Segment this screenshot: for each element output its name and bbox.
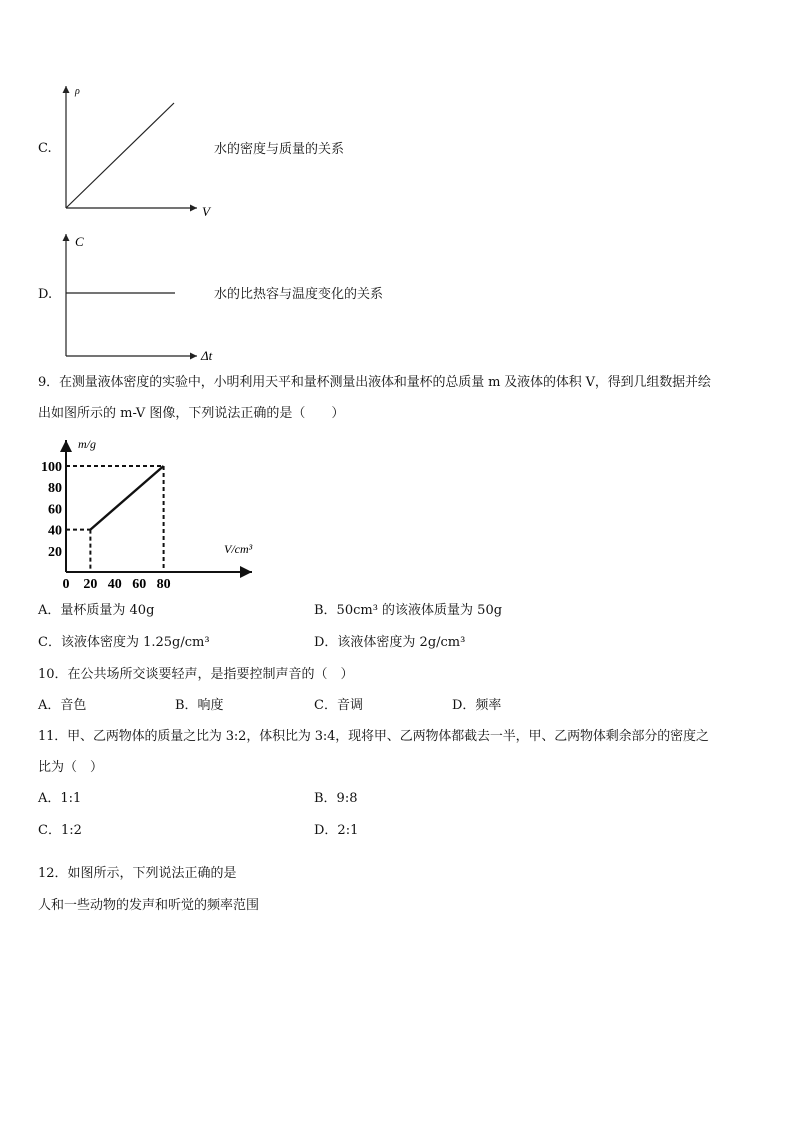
- q12-stem: 12．如图所示，下列说法正确的是: [38, 866, 237, 881]
- q9-option-b[interactable]: B．50cm³ 的该液体质量为 50g: [314, 603, 503, 618]
- q9-stem-line1: 9．在测量液体密度的实验中，小明利用天平和量杯测量出液体和量杯的总质量 m 及液体的体积 V，得到几组数据并绘: [38, 375, 711, 390]
- option-c-label: C.: [38, 141, 52, 156]
- q10-option-d[interactable]: D．频率: [452, 698, 502, 713]
- q10-option-b[interactable]: B．响度: [175, 698, 224, 713]
- x-tick-label: 60: [132, 577, 147, 592]
- q9-option-a[interactable]: A．量杯质量为 40g: [38, 603, 155, 618]
- q11-option-d[interactable]: D．2:1: [314, 823, 359, 838]
- mv-chart: [40, 432, 280, 592]
- q11-stem-line1: 11．甲、乙两物体的质量之比为 3:2，体积比为 3:4，现将甲、乙两物体都截去一半，甲、乙两物体剩余部分的密度之: [38, 729, 709, 744]
- y-tick-label: 100: [41, 460, 62, 475]
- option-c-description: 水的密度与质量的关系: [214, 142, 345, 157]
- q12-figure-caption: 人和一些动物的发声和听觉的频率范围: [38, 898, 260, 913]
- option-d-graph: [55, 228, 225, 368]
- q9-stem-line2: 出如图所示的 m-V 图像，下列说法正确的是（ ）: [38, 406, 345, 421]
- x-tick-label: 40: [107, 577, 122, 592]
- y-axis-label: m/g: [78, 437, 96, 451]
- y-axis-label: C: [75, 234, 84, 249]
- q10-option-c[interactable]: C．音调: [314, 698, 363, 713]
- x-tick-label: 0: [62, 577, 70, 592]
- option-d-description: 水的比热容与温度变化的关系: [214, 287, 384, 302]
- x-tick-label: 20: [83, 577, 98, 592]
- y-axis-label: ρ: [75, 86, 80, 97]
- q11-option-c[interactable]: C．1:2: [38, 823, 82, 838]
- y-tick-label: 80: [48, 481, 62, 497]
- y-tick-label: 40: [48, 523, 62, 539]
- q9-option-d[interactable]: D．该液体密度为 2g/cm³: [314, 635, 466, 650]
- option-d-label: D.: [38, 287, 53, 302]
- q10-stem: 10．在公共场所交谈要轻声，是指要控制声音的（ ）: [38, 667, 354, 682]
- x-axis-label: Δt: [201, 348, 213, 363]
- q10-option-a[interactable]: A．音色: [38, 698, 87, 713]
- q11-stem-line2: 比为（ ）: [38, 760, 104, 775]
- q9-option-c[interactable]: C．该液体密度为 1.25g/cm³: [38, 635, 210, 650]
- x-axis-label: V: [202, 204, 210, 219]
- q11-option-a[interactable]: A．1:1: [38, 791, 82, 806]
- y-tick-label: 60: [48, 502, 62, 518]
- graph-line: [66, 103, 174, 208]
- series-line: [90, 466, 163, 530]
- x-axis-label: V/cm³: [224, 542, 253, 556]
- y-tick-label: 20: [48, 544, 62, 560]
- q11-option-b[interactable]: B．9:8: [314, 791, 358, 806]
- option-c-graph: [55, 80, 220, 225]
- x-tick-label: 80: [156, 577, 171, 592]
